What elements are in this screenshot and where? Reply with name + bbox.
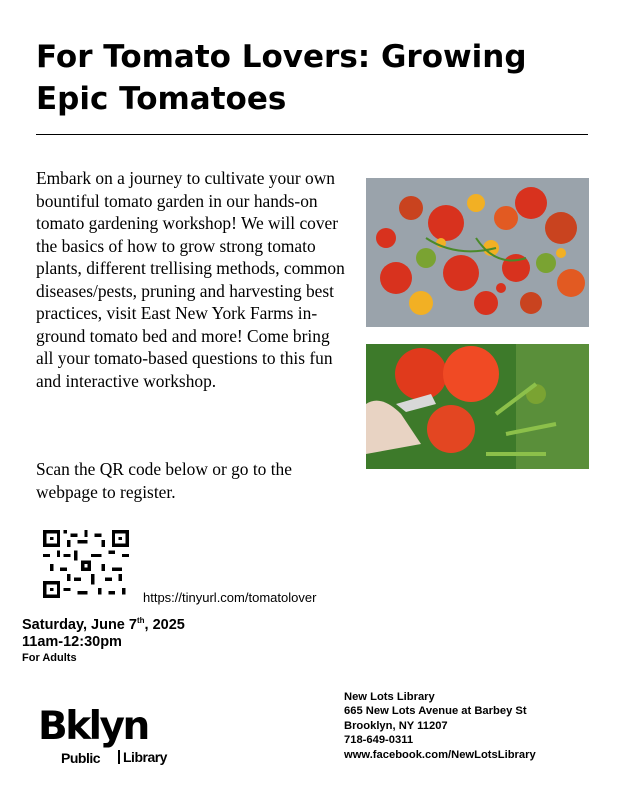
logo-public-text: Public <box>61 750 101 766</box>
registration-instructions: Scan the QR code below or go to the webpage to register. <box>36 459 292 502</box>
divider <box>36 134 588 135</box>
library-address-block <box>344 690 536 762</box>
qr-code[interactable] <box>43 530 129 598</box>
logo-library-text: Library <box>118 750 167 764</box>
library-street: 665 New Lots Avenue at Barbey St <box>344 705 527 718</box>
flyer-title: For Tomato Lovers: Growing Epic Tomatoes <box>36 39 527 117</box>
library-phone[interactable]: 718-649-0311 <box>344 734 414 747</box>
library-city: Brooklyn, NY 11207 <box>344 719 448 732</box>
library-facebook-link[interactable]: www.facebook.com/NewLotsLibrary <box>344 748 536 761</box>
event-time: 11am-12:30pm <box>22 634 122 650</box>
registration-link[interactable]: https://tinyurl.com/tomatolover <box>143 590 317 605</box>
tomatoes-photo <box>366 178 589 327</box>
event-audience: For Adults <box>22 652 77 664</box>
logo-main-text: Bklyn <box>38 704 148 749</box>
event-date: Saturday, June 7th, 2025 <box>22 616 185 633</box>
workshop-description: Embark on a journey to cultivate your own bountiful tomato garden in our hands-on tomato gardening workshop! We will cover the basics of how to grow strong tomato plants, different trellising methods, common diseases/pests, pruning and harvesting best practices, visit East New York Farms in-ground tomato bed and more! Come bring all your tomato-based questions to this fun and interactive workshop. <box>36 168 345 391</box>
bklyn-library-logo <box>38 704 178 769</box>
pruning-photo <box>366 344 589 469</box>
library-name: New Lots Library <box>344 691 435 703</box>
